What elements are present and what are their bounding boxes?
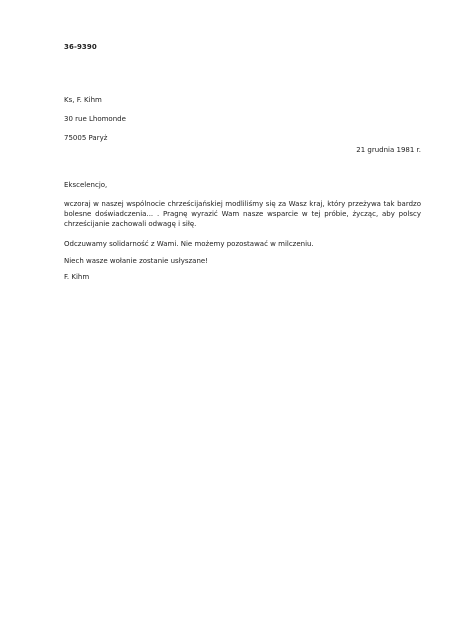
recipient-name: Ks, F. Kihm [64,96,102,104]
body-paragraph-2: Odczuwamy solidarność z Wami. Nie możemy pozostawać w milczeniu. [64,240,314,248]
reference-number: 36-9390 [64,43,97,51]
salutation: Ekscelencjo, [64,181,108,189]
body-paragraph-3: Niech wasze wołanie zostanie usłyszane! [64,257,208,265]
letter-date: 21 grudnia 1981 r. [356,146,421,154]
recipient-street: 30 rue Lhomonde [64,115,126,123]
signature: F. Kihm [64,273,90,281]
body-paragraph-1: wczoraj w naszej wspólnocie chrześcijańskiej modliliśmy się za Wasz kraj, który przeżywa tak bardzo bolesne doświadczenia... . Pragnę wyrazić Wam nasze wsparcie w tej próbie, życząc, aby polscy chrześcijanie zachowali odwagę i siłę. [64,200,421,228]
recipient-city: 75005 Paryż [64,134,108,142]
